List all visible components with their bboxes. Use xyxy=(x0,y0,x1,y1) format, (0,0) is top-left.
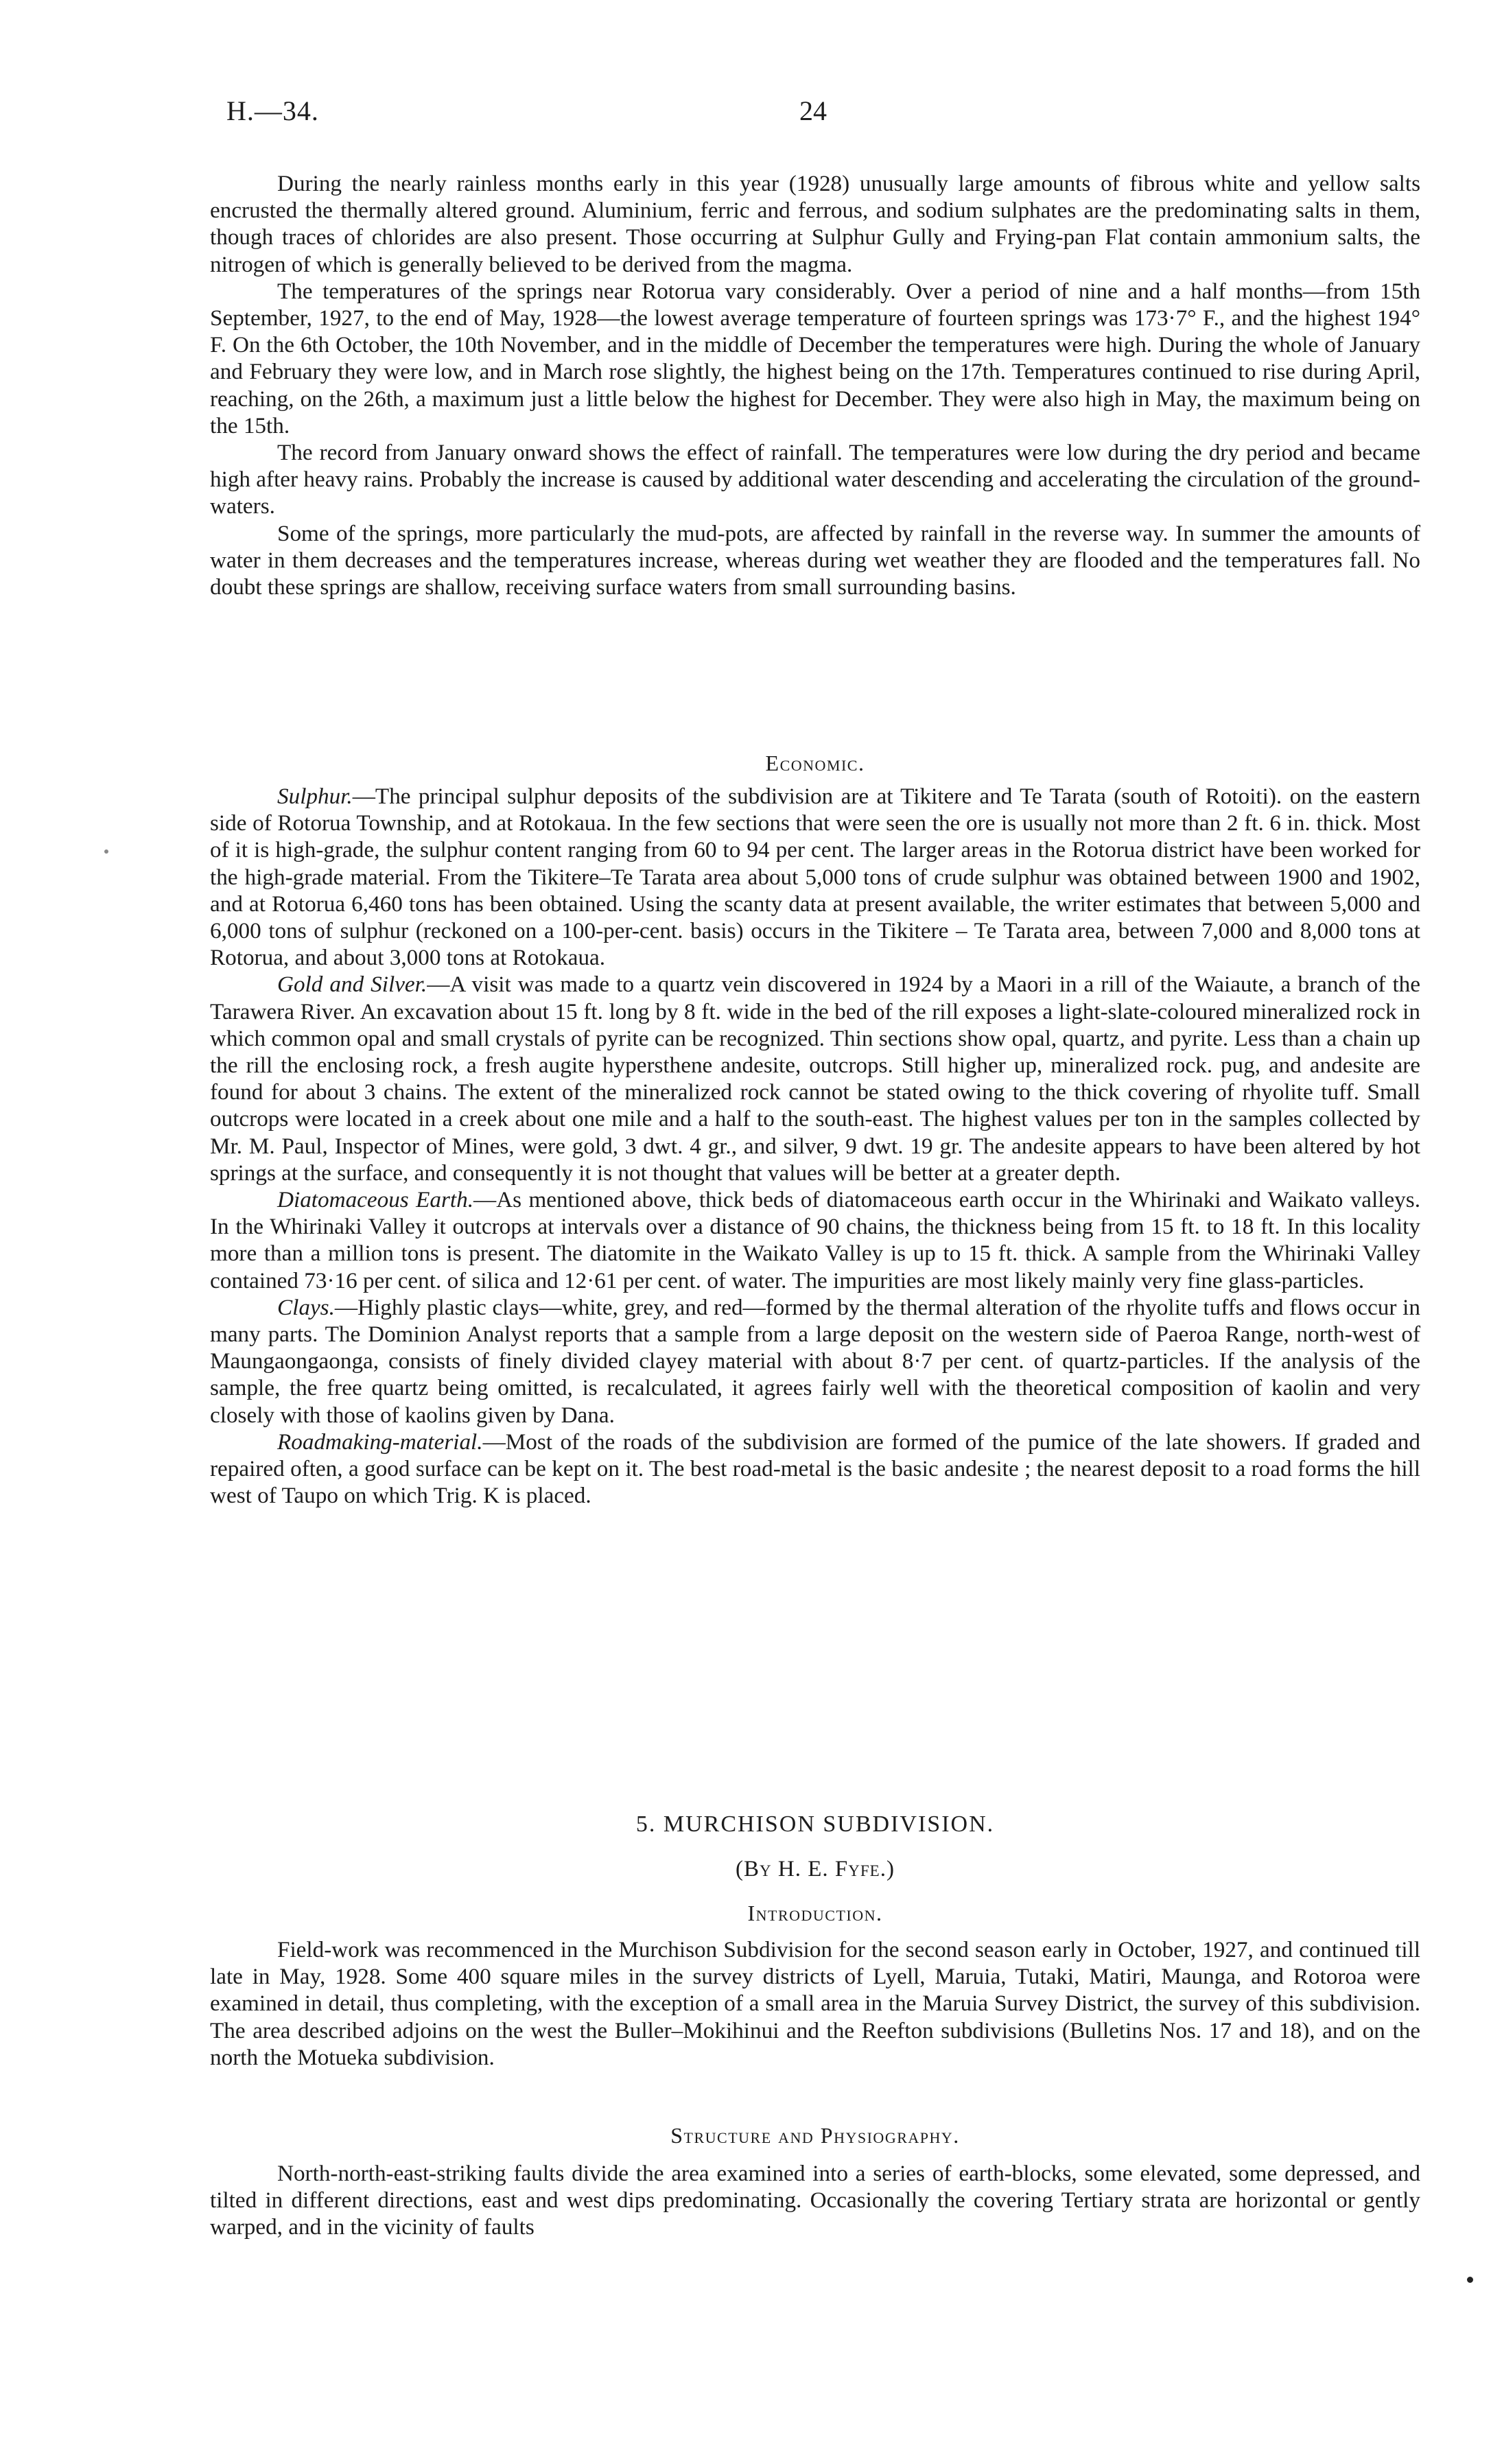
structure-heading: Structure and Physiography. xyxy=(670,2123,960,2148)
paragraph-sulphur xyxy=(210,783,1420,971)
author-byline: (By H. E. Fyfe.) xyxy=(736,1857,895,1881)
paragraph-gold-silver xyxy=(210,971,1420,1186)
margin-dot xyxy=(1467,2277,1473,2283)
diatom-label: Diatomaceous Earth. xyxy=(277,1187,473,1213)
introduction-heading-block xyxy=(210,1901,1420,1926)
economic-section xyxy=(210,751,1420,776)
murchison-title: 5. MURCHISON SUBDIVISION. xyxy=(635,1811,995,1837)
paragraph-structure: North-north-east-striking faults divide the area examined into a series of earth-blocks, some elevated, some depressed, and tilted in different directions, east and west dips predominating. Occasionally the covering Tertiary strata are horizontal or gently warped, and in the vicinity of faults xyxy=(210,2161,1420,2240)
paragraph-salts: During the nearly rainless months early in this year (1928) unusually large amounts of fibrous white and yellow salts encrusted the thermally altered ground. Aluminium, ferric and ferrous, and sodium sulphates are the predominating salts in them, though traces of chlorides are also present. Those occurring at Sulphur Gully and Frying-pan Flat contain ammonium salts, the nitrogen of which is generally believed to be derived from the magma. xyxy=(210,171,1420,277)
road-text: —Most of the roads of the subdivision are formed of the pumice of the late showers. If graded and repaired often, a good surface can be kept on it. The best road-metal is the basic andesite ; the nearest deposit to a road forms the hill west of Taupo on which Trig. K is placed. xyxy=(210,1429,1420,1509)
hot-springs-section xyxy=(210,170,1420,600)
economic-heading: Economic. xyxy=(765,751,865,775)
paragraph-introduction: Field-work was recommenced in the Murchison Subdivision for the second season early in October, 1927, and continued till late in May, 1928. Some 400 square miles in the survey districts of Lyell, Maruia, Tutaki, Matiri, Maunga, and Rotoroa were examined in detail, thus completing, with the exception of a small area in the Maruia Survey District, the survey of this subdivision. The area described adjoins on the west the Buller–Mokihinui and the Reefton subdivisions (Bulletins Nos. 17 and 18), and on the north the Motueka subdivision. xyxy=(210,1937,1420,2070)
clays-text: —Highly plastic clays—white, grey, and red—formed by the thermal alteration of the rhyolite tuffs and flows occur in many parts. The Dominion Analyst reports that a sample from a large deposit on the western side of Paeroa Range, north-west of Maungaongaonga, consists of finely divided clayey material with about 8·7 per cent. of quartz-particles. If the analysis of the sample, the free quartz being omitted, is recalculated, it agrees fairly well with the theoretical composition of kaolin and very closely with those of kaolins given by Dana. xyxy=(210,1294,1420,1428)
paragraph-diatomaceous-earth xyxy=(210,1186,1420,1294)
structure-heading-block xyxy=(210,2123,1420,2148)
clays-label: Clays. xyxy=(277,1294,335,1320)
margin-speck xyxy=(104,849,108,854)
introduction-heading: Introduction. xyxy=(747,1901,883,1925)
document-id: H.—34. xyxy=(226,95,319,126)
byline-block xyxy=(210,1857,1420,1882)
paragraph-clays xyxy=(210,1294,1420,1429)
paragraph-mud-pots: Some of the springs, more particularly the mud-pots, are affected by rainfall in the reverse way. In summer the amounts of water in them decreases and the temperatures increase, whereas during wet weather they are flooded and the temperatures fall. No doubt these springs are shallow, receiving surface waters from small surrounding basins. xyxy=(210,520,1420,600)
economic-body xyxy=(210,783,1420,1509)
road-label: Roadmaking-material. xyxy=(277,1429,483,1455)
diatom-text: —As mentioned above, thick beds of diatomaceous earth occur in the Whirinaki and Waikato valleys. In the Whirinaki Valley it outcrops at intervals over a distance of 90 chains, the thickness being from 15 ft. to 18 ft. In this locality more than a million tons is present. The diatomite in the Waikato Valley is up to 15 ft. thick. A sample from the Whirinaki Valley contained 73·16 per cent. of silica and 12·61 per cent. of water. The impurities are most likely mainly very fine glass-particles. xyxy=(210,1187,1420,1293)
sulphur-label: Sulphur. xyxy=(277,784,353,809)
gold-text: —A visit was made to a quartz vein discovered in 1924 by a Maori in a rill of the Waiaute, a branch of the Tarawera River. An excavation about 15 ft. long by 8 ft. wide in the bed of the rill exposes a light-slate-coloured mineralized rock in which common opal and small crystals of pyrite can be recognized. Thin sections show opal, quartz, and pyrite. Less than a chain up the rill the enclosing rock, a fresh augite hypersthene andesite, outcrops. Still higher up, mineralized rock. pug, and andesite are found for about 3 chains. The extent of the mineralized rock cannot be stated owing to the thick covering of rhyolite tuff. Small outcrops were located in a creek about one mile and a half to the south-east. The highest values per ton in the samples collected by Mr. M. Paul, Inspector of Mines, were gold, 3 dwt. 4 gr., and silver, 9 dwt. 19 gr. The andesite appears to have been altered by hot springs at the surface, and consequently it is not thought that values will be better at a greater depth. xyxy=(210,972,1420,1186)
introduction-body xyxy=(210,1936,1420,2071)
sulphur-text: —The principal sulphur deposits of the subdivision are at Tikitere and Te Tarata (south of Rotoiti). on the eastern side of Rotorua Township, and at Rotokaua. In the few sections that were seen the ore is usually not more than 2 ft. 6 in. thick. Most of it is high-grade, the sulphur content ranging from 60 to 94 per cent. The larger areas in the Rotorua district have been worked for the high-grade material. From the Tikitere–Te Tarata area about 5,000 tons of crude sulphur was obtained between 1900 and 1902, and at Rotorua 6,460 tons has been obtained. Using the scanty data at present available, the writer estimates that between 5,000 and 6,000 tons of sulphur (reckoned on a 100-per-cent. basis) occurs in the Tikitere – Te Tarata area, between 7,000 and 8,000 tons at Rotorua, and about 3,000 tons at Rotokaua. xyxy=(210,784,1420,971)
murchison-title-block xyxy=(210,1811,1420,1838)
page-number: 24 xyxy=(799,95,827,126)
paragraph-temperatures: The temperatures of the springs near Rotorua vary considerably. Over a period of nine and a half months—from 15th September, 1927, to the end of May, 1928—the lowest average temperature of fourteen springs was 173·7° F., and the highest 194° F. On the 6th October, the 10th November, and in the middle of December the temperatures were high. During the whole of January and February they were low, and in March rose slightly, the highest being on the 17th. Temperatures continued to rise during April, reaching, on the 26th, a maximum just a little below the highest for December. They were also high in May, the maximum being on the 15th. xyxy=(210,278,1420,438)
paragraph-rainfall-record: The record from January onward shows the effect of rainfall. The temperatures were low during the dry period and became high after heavy rains. Probably the increase is caused by additional water descending and accelerating the circulation of the ground-waters. xyxy=(210,440,1420,519)
gold-label: Gold and Silver. xyxy=(277,972,427,998)
structure-body xyxy=(210,2160,1420,2241)
paragraph-roadmaking xyxy=(210,1429,1420,1510)
